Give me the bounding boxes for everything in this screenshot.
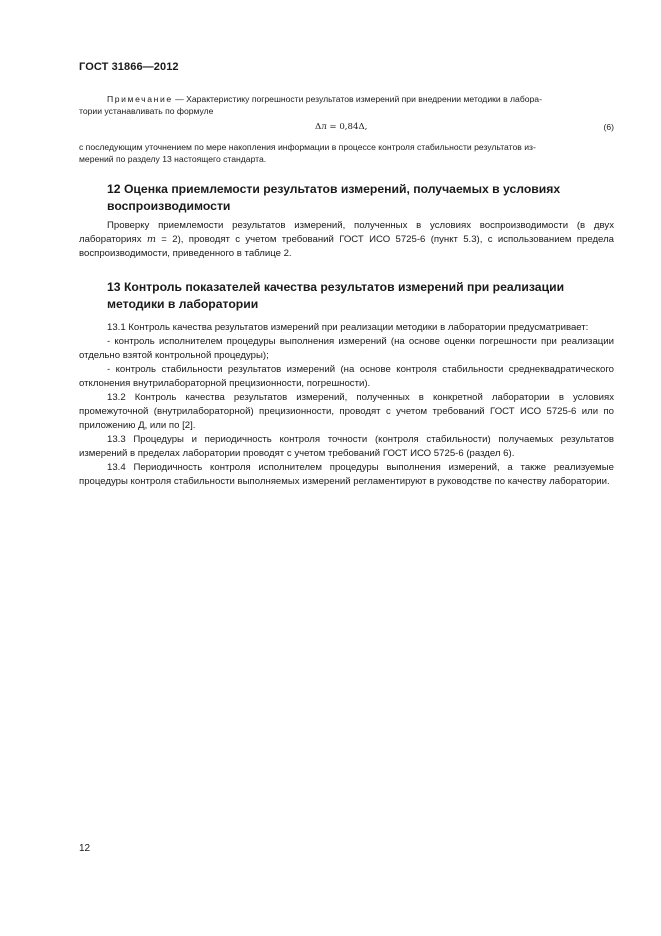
- formula-number: (6): [603, 122, 614, 132]
- note-cont-line2: мерений по разделу 13 настоящего стандарта.: [79, 154, 267, 165]
- document-header: ГОСТ 31866—2012: [79, 61, 179, 73]
- list-item-stability-control: - контроль стабильности результатов измерений (на основе контроля стабильности среднеквадратического отклонения внутрилабораторной прецизионности, погрешности).: [79, 364, 614, 389]
- section-12-paragraph: [79, 219, 614, 261]
- paragraph-13-4: 13.4 Периодичность контроля исполнителем процедуры выполнения измерений, а также реализуемые процедуры контроля стабильности выполняемых измерений регламентируют в руководстве по качеству лаборатории.: [79, 462, 614, 487]
- paragraph-13-3: 13.3 Процедуры и периодичность контроля точности (контроля стабильности) получаемых результатов измерений в пределах лаборатории проводят с учетом требований ГОСТ ИСО 5725-6 (раздел 6).: [79, 434, 614, 459]
- section-13-title: 13 Контроль показателей качества результатов измерений при реализации методики в лаборатории: [107, 280, 565, 311]
- section-12-text-a: Проверку приемлемости результатов измерений, полученных в условиях воспроизводимости (в двух лабораториях: [79, 220, 614, 245]
- note-continuation: [79, 141, 612, 166]
- list-item-operator-control: - контроль исполнителем процедуры выполнения измерений (на основе оценки погрешности при реализации отдельно взятой контрольной процедуры);: [79, 336, 614, 361]
- section-13-body: [79, 321, 614, 489]
- note-cont-line1: с последующим уточнением по мере накопления информации в процессе контроля стабильности результатов из-: [79, 142, 536, 152]
- section-12-text-b: = 2), проводят с учетом требований ГОСТ ИСО 5725-6 (пункт 5.3), с использованием предела воспроизводимости, приведенного в таблице 2.: [79, 234, 615, 259]
- formula-row: [79, 122, 614, 136]
- section-12-body: [79, 219, 614, 261]
- section-12-title: 12 Оценка приемлемости результатов измерений, получаемых в условиях воспроизводимости: [107, 182, 561, 213]
- paragraph-13-1: 13.1 Контроль качества результатов измерений при реализации методики в лаборатории предусматривает:: [107, 322, 589, 333]
- note-text-line2: тории устанавливать по формуле: [79, 106, 214, 117]
- note-label: Примечание: [107, 94, 173, 104]
- note-text-line1: — Характеристику погрешности результатов измерений при внедрении методики в лабора-: [172, 94, 542, 104]
- formula: Δл = 0,84Δ,: [315, 122, 368, 132]
- m-symbol: m: [146, 234, 156, 245]
- page-number: 12: [79, 843, 91, 854]
- note-block: [79, 93, 612, 118]
- paragraph-13-2: 13.2 Контроль качества результатов измерений, полученных в конкретной лаборатории в условиях промежуточной (внутрилабораторной) прецизионности, проводят с учетом требований ГОСТ ИСО 5725-6 или по приложению Д, или по [2].: [79, 392, 614, 431]
